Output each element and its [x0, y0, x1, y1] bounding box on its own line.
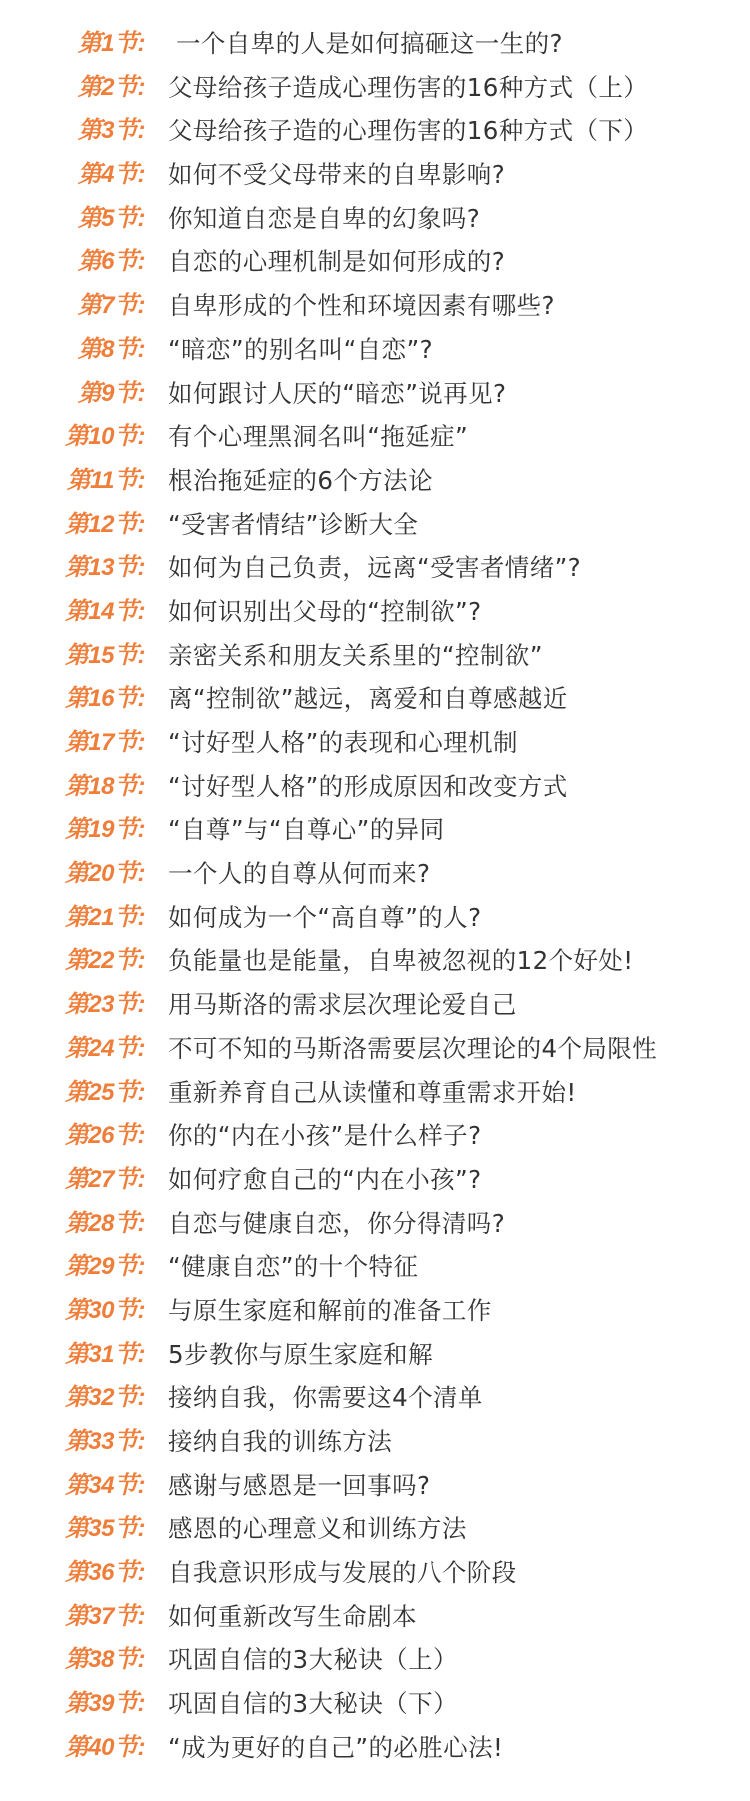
- lesson-item: [0, 677, 750, 721]
- lesson-title: 不可不知的马斯洛需要层次理论的4个局限性: [168, 1033, 658, 1063]
- lesson-number-label: 第22节:: [64, 947, 145, 975]
- lesson-item: [0, 896, 750, 940]
- lesson-title: 根治拖延症的6个方法论: [168, 465, 433, 495]
- lesson-item: [0, 939, 750, 983]
- lesson-item: [0, 503, 750, 547]
- lesson-number-label: 第39节:: [64, 1690, 145, 1718]
- lesson-title: 你的“内在小孩”是什么样子?: [168, 1121, 482, 1151]
- lesson-number-label: 第35节:: [64, 1515, 145, 1543]
- lesson-number-label: 第29节:: [64, 1253, 145, 1281]
- lesson-number-label: 第31节:: [64, 1340, 145, 1368]
- lesson-title: 如何成为一个“高自尊”的人?: [168, 902, 482, 932]
- lesson-title: “讨好型人格”的表现和心理机制: [168, 728, 518, 757]
- lesson-item: [0, 983, 750, 1027]
- lesson-item: [0, 1551, 750, 1595]
- lesson-item: [0, 634, 750, 678]
- lesson-title: “暗恋”的别名叫“自恋”?: [168, 334, 433, 364]
- lesson-title: 重新养育自己从读懂和尊重需求开始!: [168, 1077, 577, 1107]
- lesson-title: 感谢与感恩是一回事吗?: [168, 1470, 431, 1500]
- lesson-title: “成为更好的自己”的必胜心法!: [168, 1732, 504, 1762]
- lesson-item: [0, 153, 750, 197]
- lesson-item: [0, 1158, 750, 1202]
- lesson-number-label: 第14节:: [64, 597, 145, 625]
- lesson-number-label: 第40节:: [64, 1733, 145, 1761]
- lesson-number-label: 第19节:: [64, 816, 145, 844]
- lesson-title: 如何不受父母带来的自卑影响?: [168, 160, 506, 190]
- lesson-item: [0, 852, 750, 896]
- lesson-title: 接纳自我，你需要这4个清单: [168, 1383, 483, 1413]
- lesson-list: [0, 22, 750, 1770]
- lesson-item: [0, 721, 750, 765]
- lesson-item: [0, 1333, 750, 1377]
- lesson-title: 5步教你与原生家庭和解: [168, 1339, 433, 1369]
- lesson-title: “讨好型人格”的形成原因和改变方式: [168, 771, 568, 801]
- lesson-title: 你知道自恋是自卑的幻象吗?: [168, 203, 481, 233]
- lesson-number-label: 第13节:: [64, 554, 145, 582]
- lesson-item: [0, 1420, 750, 1464]
- lesson-title: 与原生家庭和解前的准备工作: [168, 1295, 492, 1325]
- lesson-number-label: 第30节:: [64, 1296, 145, 1324]
- lesson-number-label: 第32节:: [64, 1384, 145, 1412]
- lesson-number-label: 第2节:: [77, 73, 145, 101]
- lesson-number-label: 第9节:: [77, 379, 145, 407]
- lesson-title: 一个自卑的人是如何搞砸这一生的?: [176, 29, 563, 58]
- lesson-item: [0, 1507, 750, 1551]
- lesson-number-label: 第28节:: [64, 1209, 145, 1237]
- lesson-title: “自尊”与“自尊心”的异同: [168, 815, 445, 845]
- lesson-number-label: 第21节:: [64, 903, 145, 931]
- lesson-number-label: 第11节:: [66, 466, 145, 494]
- lesson-item: [0, 765, 750, 809]
- lesson-item: [0, 1071, 750, 1115]
- lesson-item: [0, 1682, 750, 1726]
- lesson-number-label: 第17节:: [64, 729, 145, 756]
- lesson-title: 负能量也是能量，自卑被忽视的12个好处!: [168, 946, 634, 976]
- lesson-title: 自恋的心理机制是如何形成的?: [168, 247, 506, 277]
- lesson-number-label: 第6节:: [77, 248, 145, 276]
- lesson-number-label: 第8节:: [77, 335, 145, 363]
- lesson-title: 一个人的自尊从何而来?: [168, 859, 431, 889]
- lesson-item: [0, 459, 750, 503]
- lesson-title: 如何跟讨人厌的“暗恋”说再见?: [168, 378, 507, 408]
- lesson-item: [0, 1289, 750, 1333]
- lesson-title: 自卑形成的个性和环境因素有哪些?: [168, 291, 555, 321]
- lesson-number-label: 第20节:: [64, 860, 145, 888]
- lesson-item: [0, 1464, 750, 1508]
- lesson-item: [0, 590, 750, 634]
- lesson-number-label: 第26节:: [64, 1122, 145, 1150]
- lesson-item: [0, 1376, 750, 1420]
- lesson-item: [0, 1245, 750, 1289]
- lesson-item: [0, 415, 750, 459]
- lesson-item: [0, 1726, 750, 1770]
- lesson-title: 巩固自信的3大秘诀（上）: [168, 1645, 458, 1675]
- lesson-item: [0, 1027, 750, 1071]
- lesson-title: 自恋与健康自恋，你分得清吗?: [168, 1208, 506, 1238]
- lesson-number-label: 第5节:: [77, 204, 145, 232]
- lesson-item: [0, 284, 750, 328]
- lesson-number-label: 第25节:: [64, 1078, 145, 1106]
- lesson-number-label: 第38节:: [64, 1646, 145, 1674]
- lesson-title: “受害者情结”诊断大全: [168, 509, 419, 539]
- lesson-title: 用马斯洛的需求层次理论爱自己: [168, 990, 517, 1020]
- lesson-item: [0, 66, 750, 110]
- lesson-number-label: 第37节:: [64, 1602, 145, 1630]
- lesson-title: 父母给孩子造成心理伤害的16种方式（上）: [168, 72, 649, 102]
- lesson-number-label: 第12节:: [64, 510, 145, 538]
- lesson-title: 巩固自信的3大秘诀（下）: [168, 1689, 458, 1719]
- lesson-title: 父母给孩子造的心理伤害的16种方式（下）: [168, 116, 649, 146]
- lesson-item: [0, 197, 750, 241]
- lesson-item: [0, 546, 750, 590]
- lesson-title: 有个心理黑洞名叫“拖延症”: [168, 422, 469, 452]
- lesson-number-label: 第23节:: [64, 991, 145, 1019]
- lesson-item: [0, 109, 750, 153]
- lesson-number-label: 第16节:: [64, 685, 145, 713]
- lesson-title: 自我意识形成与发展的八个阶段: [168, 1558, 517, 1588]
- lesson-number-label: 第10节:: [64, 423, 145, 451]
- lesson-number-label: 第7节:: [77, 292, 145, 320]
- lesson-title: 如何重新改写生命剧本: [168, 1601, 417, 1631]
- lesson-title: 接纳自我的训练方法: [168, 1427, 393, 1456]
- lesson-title: 离“控制欲”越远，离爱和自尊感越近: [168, 684, 568, 714]
- lesson-item: [0, 1638, 750, 1682]
- lesson-title: 如何识别出父母的“控制欲”?: [168, 596, 482, 626]
- lesson-item: [0, 808, 750, 852]
- lesson-item: [0, 240, 750, 284]
- lesson-number-label: 第24节:: [64, 1034, 145, 1062]
- lesson-number-label: 第1节:: [77, 30, 145, 57]
- lesson-item: [0, 1595, 750, 1639]
- lesson-item: [0, 328, 750, 372]
- lesson-number-label: 第34节:: [64, 1471, 145, 1499]
- lesson-item: [0, 1202, 750, 1246]
- lesson-title: 如何疗愈自己的“内在小孩”?: [168, 1164, 482, 1194]
- lesson-title: 感恩的心理意义和训练方法: [168, 1514, 467, 1544]
- lesson-title: 亲密关系和朋友关系里的“控制欲”: [168, 640, 543, 670]
- lesson-item: [0, 22, 750, 66]
- lesson-item: [0, 372, 750, 416]
- lesson-number-label: 第33节:: [64, 1428, 145, 1455]
- lesson-number-label: 第18节:: [64, 772, 145, 800]
- lesson-number-label: 第4节:: [77, 161, 145, 189]
- lesson-title: “健康自恋”的十个特征: [168, 1252, 419, 1282]
- lesson-number-label: 第15节:: [64, 641, 145, 669]
- lesson-number-label: 第3节:: [77, 117, 145, 145]
- lesson-number-label: 第27节:: [64, 1165, 145, 1193]
- lesson-title: 如何为自己负责，远离“受害者情绪”?: [168, 553, 582, 583]
- lesson-number-label: 第36节:: [64, 1559, 145, 1587]
- lesson-item: [0, 1114, 750, 1158]
